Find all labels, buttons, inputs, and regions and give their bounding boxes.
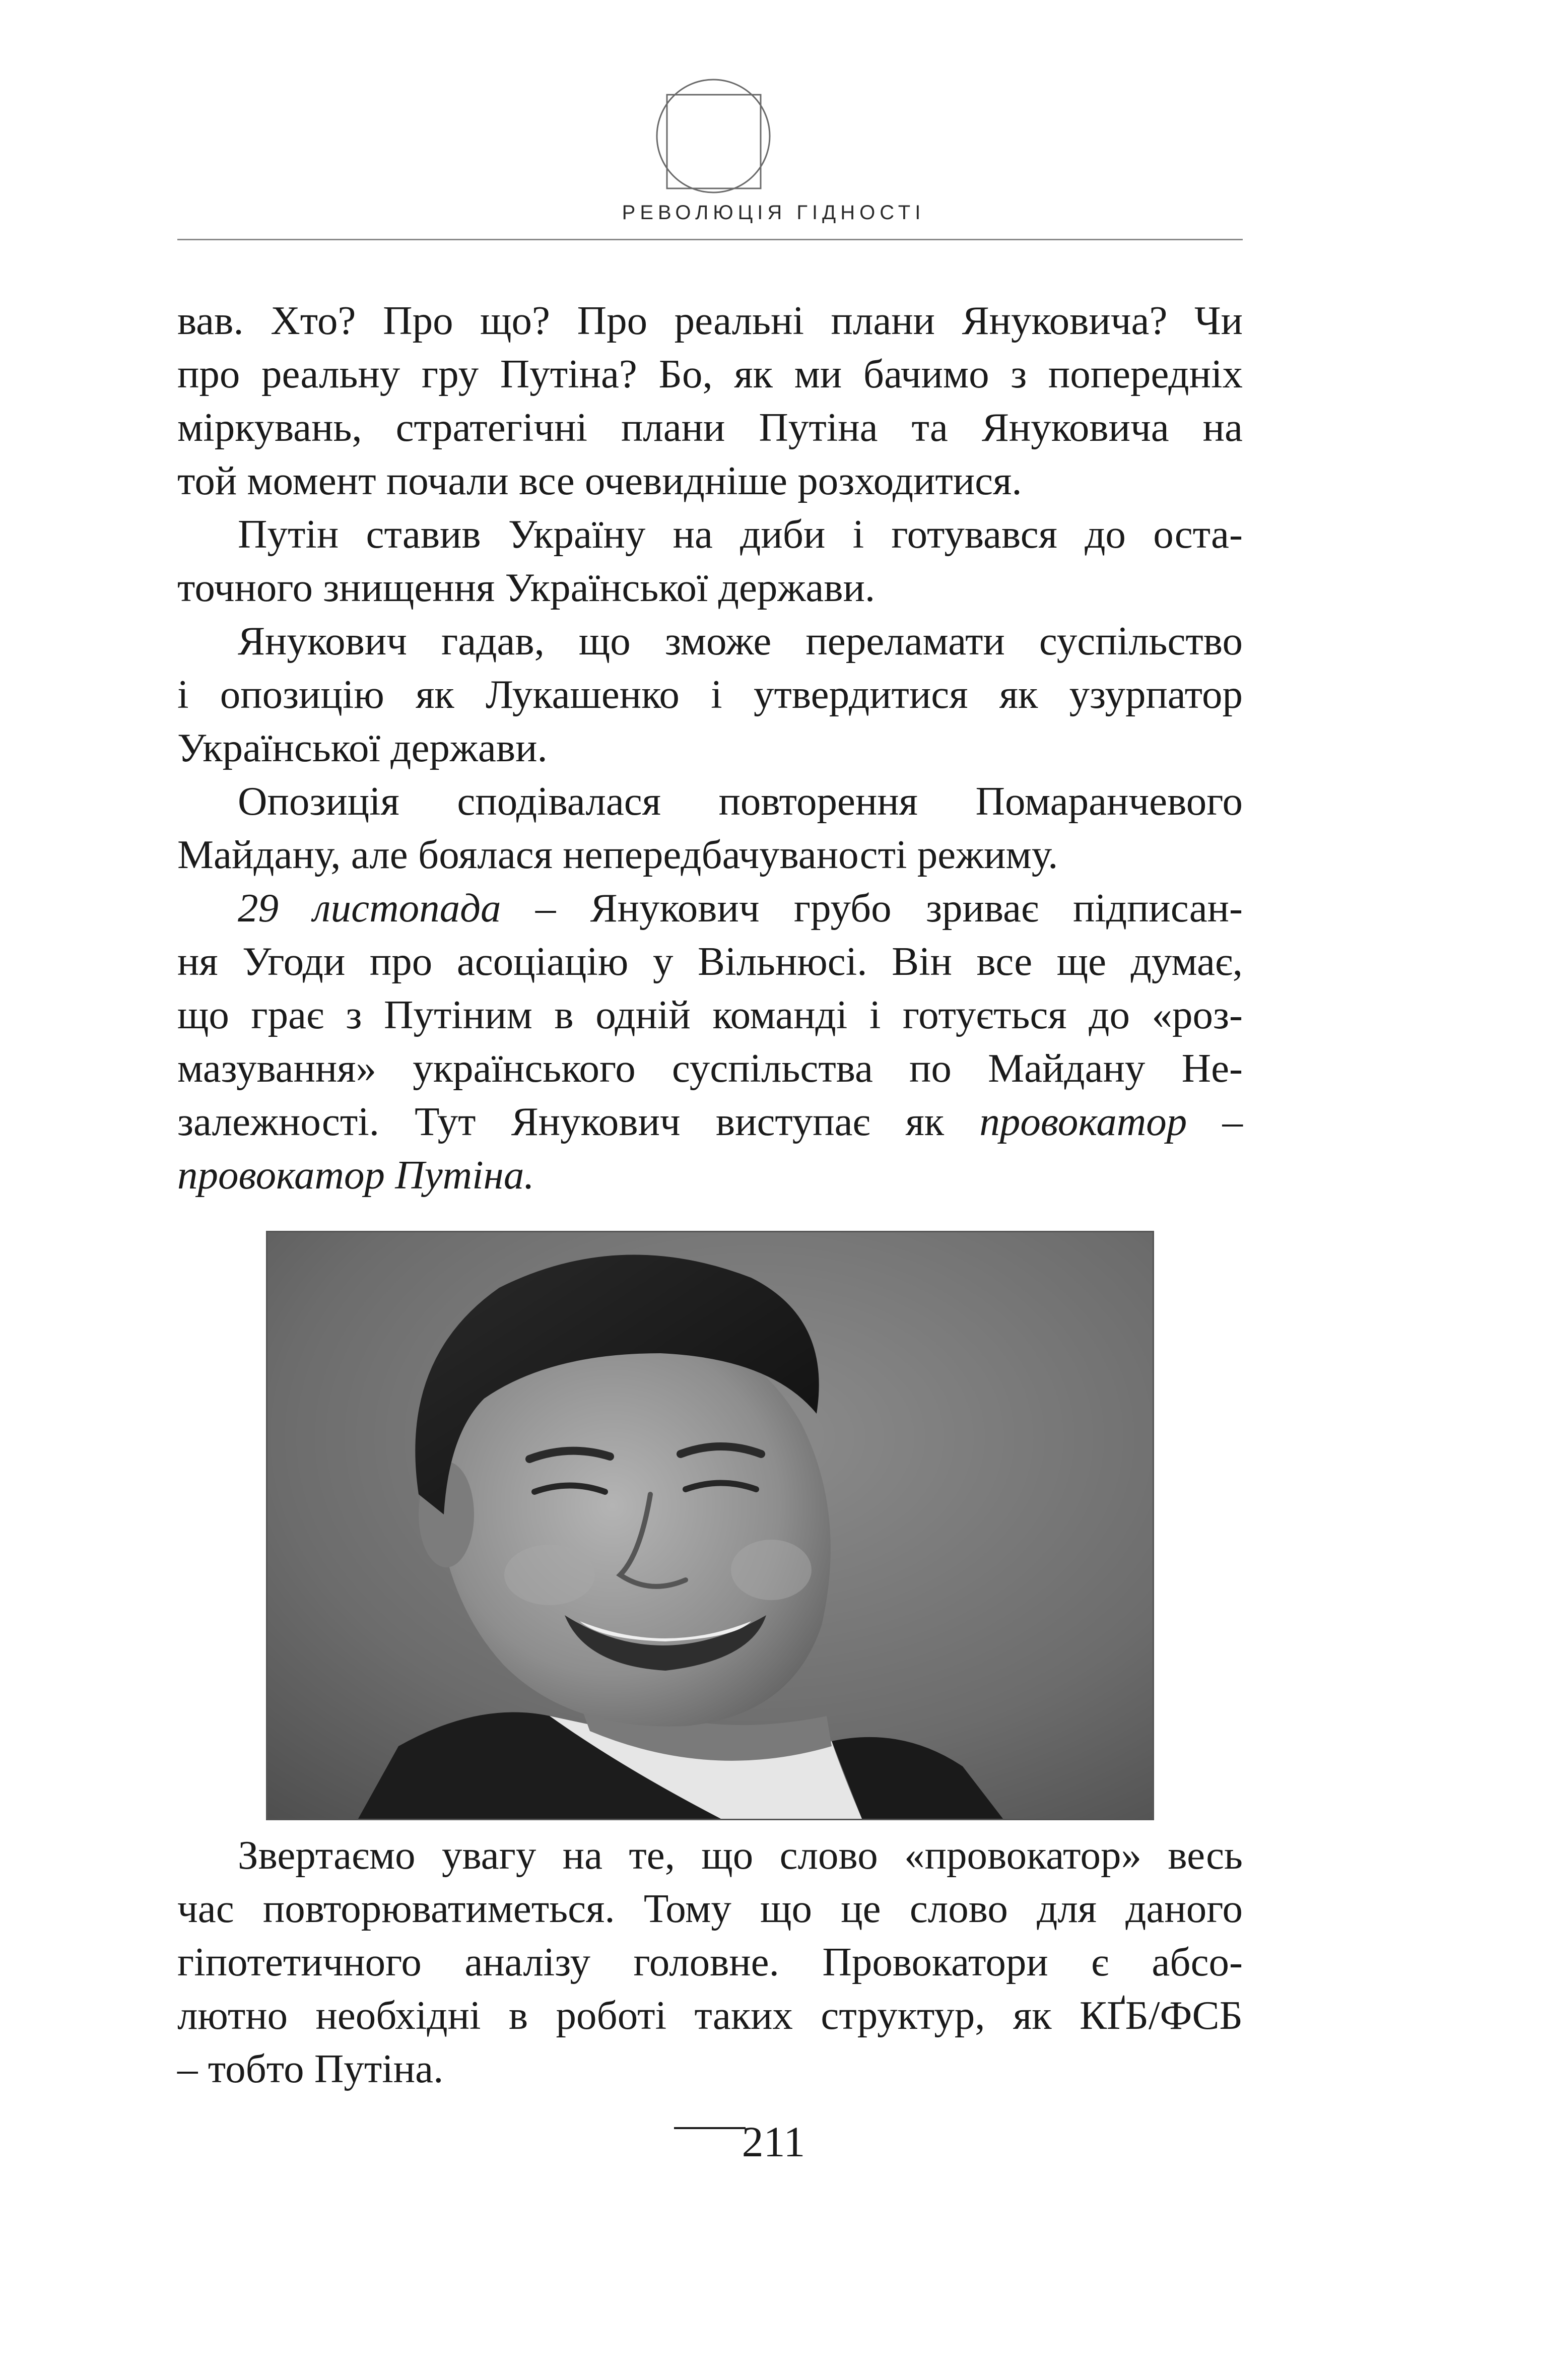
text-fragment: – Янукович грубо зриває підписан- xyxy=(501,885,1243,931)
lower-text xyxy=(177,1828,1243,2095)
text-line: і опозицію як Лукашенко і утвердитися як узурпатор xyxy=(177,672,1243,717)
text-line: Опозиція сподівалася повторення Помаранчевого xyxy=(238,778,1243,824)
text-line: мазування» українського суспільства по Майдану Не- xyxy=(177,1045,1243,1091)
text-line: міркувань, стратегічні плани Путіна та Януковича на xyxy=(177,405,1243,450)
text-line xyxy=(177,1148,1243,1202)
text-line xyxy=(177,1095,1243,1148)
text-line: точного знищення Української держави. xyxy=(177,565,876,610)
text-line: ня Угоди про асоціацію у Вільнюсі. Він все ще думає, xyxy=(177,939,1243,984)
text-line: Української держави. xyxy=(177,725,548,770)
page-number: 211 xyxy=(742,2118,805,2166)
text-line: час повторюватиметься. Тому що це слово для даного xyxy=(177,1886,1243,1931)
paragraph-5 xyxy=(177,881,1243,1202)
text-line: Звертаємо увагу на те, що слово «провокатор» весь xyxy=(238,1832,1243,1878)
paragraph-3 xyxy=(177,614,1243,774)
text-line: лютно необхідні в роботі таких структур, як КҐБ/ФСБ xyxy=(177,1993,1243,2038)
running-head: РЕВОЛЮЦІЯ ГІДНОСТІ xyxy=(622,202,925,224)
paragraph-6 xyxy=(177,1828,1243,2095)
text-line: Янукович гадав, що зможе переламати суспільство xyxy=(238,618,1243,664)
header-divider xyxy=(177,239,1243,240)
text-line: про реальну гру Путіна? Бо, як ми бачимо з попередніх xyxy=(177,351,1243,396)
text-fragment: залежності. Тут Янукович виступає як xyxy=(177,1099,980,1144)
text-line: той момент почали все очевидніше розходитися. xyxy=(177,458,1022,503)
text-fragment: – xyxy=(1187,1099,1243,1144)
portrait-photo-illustration xyxy=(267,1232,1153,1819)
text-line: що грає з Путіним в одній команді і готується до «роз- xyxy=(177,992,1243,1037)
provocateur-emphasis: провокатор xyxy=(979,1099,1187,1144)
text-line: Путін ставив Україну на диби і готувався до оста- xyxy=(238,511,1243,557)
text-line: вав. Хто? Про що? Про реальні плани Януковича? Чи xyxy=(177,298,1243,343)
text-line: гіпотетичного аналізу головне. Провокатори є абсо- xyxy=(177,1939,1243,1985)
paragraph-1 xyxy=(177,294,1243,507)
paragraph-4 xyxy=(177,774,1243,881)
date-emphasis: 29 листопада xyxy=(238,885,501,931)
provocateur-putin-emphasis: провокатор Путіна. xyxy=(177,1152,534,1198)
portrait-photo xyxy=(266,1231,1154,1820)
text-line: Майдану, але боялася непередбачуваності режиму. xyxy=(177,832,1058,877)
text-line: – тобто Путіна. xyxy=(177,2046,444,2091)
circle-square-emblem-icon xyxy=(653,76,774,196)
paragraph-2 xyxy=(177,507,1243,614)
text-line xyxy=(177,881,1243,935)
upper-text xyxy=(177,294,1243,1202)
